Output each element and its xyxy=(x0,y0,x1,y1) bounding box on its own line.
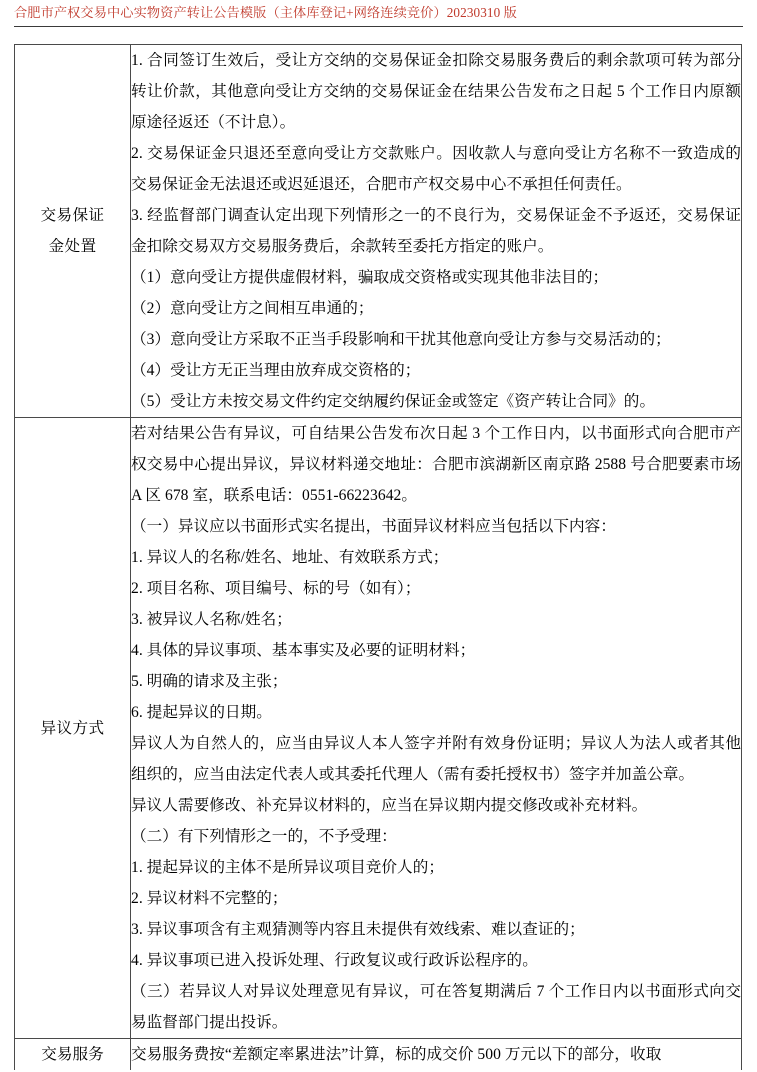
table-row-clipped xyxy=(15,1039,742,1071)
row-label-line: 异议方式 xyxy=(40,719,105,737)
paragraph-list-item: 4. 具体的异议事项、基本事实及必要的证明材料； xyxy=(131,642,476,659)
paragraph-list-item: 2. 异议材料不完整的； xyxy=(131,890,288,907)
row-body-deposit-handling xyxy=(131,45,742,418)
paragraph-list-item: 6. 提起异议的日期。 xyxy=(131,704,272,721)
paragraph-list-item: （3）意向受让方采取不正当手段影响和干扰其他意向受让方参与交易活动的； xyxy=(131,331,671,348)
row-label-transaction-service: 交易服务 xyxy=(15,1039,131,1071)
paragraph-list-item: 1. 异议人的名称/姓名、地址、有效联系方式； xyxy=(131,549,449,566)
paragraph: 异议人为自然人的，应当由异议人本人签字并附有效身份证明；异议人为法人或者其他组织的，应当由法定代表人或其委托代理人（需有委托授权书）签字并加盖公章。 xyxy=(131,735,741,783)
paragraph: 异议人需要修改、补充异议材料的，应当在异议期内提交修改或补充材料。 xyxy=(131,797,648,814)
paragraph-list-item: （4）受让方无正当理由放弃成交资格的； xyxy=(131,362,421,379)
row-body-objection-method xyxy=(131,418,742,1039)
paragraph-list-item: 4. 异议事项已进入投诉处理、行政复议或行政诉讼程序的。 xyxy=(131,952,538,969)
paragraph: 2. 交易保证金只退还至意向受让方交款账户。因收款人与意向受让方名称不一致造成的交易保证金无法退还或迟延退还，合肥市产权交易中心不承担任何责任。 xyxy=(131,145,741,193)
paragraph-list-item: 3. 被异议人名称/姓名； xyxy=(131,611,292,628)
paragraph-list-item: （2）意向受让方之间相互串通的； xyxy=(131,300,374,317)
paragraph-section: （一）异议应以书面形式实名提出，书面异议材料应当包括以下内容： xyxy=(131,518,616,535)
announcement-table xyxy=(14,44,742,1070)
row-label-deposit-handling xyxy=(15,45,131,418)
row-label-line: 交易保证 xyxy=(40,207,105,224)
paragraph-list-item: 3. 异议事项含有主观猜测等内容且未提供有效线索、难以查证的； xyxy=(131,921,585,938)
document-running-header xyxy=(14,4,743,27)
paragraph: 1. 合同签订生效后，受让方交纳的交易保证金扣除交易服务费后的剩余款项可转为部分转让价款，其他意向受让方交纳的交易保证金在结果公告发布之日起 5 个工作日内原额原途径返还（不计息）。 xyxy=(131,52,741,131)
paragraph: 3. 经监督部门调查认定出现下列情形之一的不良行为，交易保证金不予返还，交易保证金扣除交易双方交易服务费后，余款转至委托方指定的账户。 xyxy=(131,207,741,255)
paragraph-list-item: （5）受让方未按交易文件约定交纳履约保证金或签定《资产转让合同》的。 xyxy=(131,393,656,410)
paragraph-list-item: 5. 明确的请求及主张； xyxy=(131,673,288,690)
paragraph-list-item: 1. 提起异议的主体不是所异议项目竞价人的； xyxy=(131,859,444,876)
paragraph: 交易服务费按“差额定率累进法”计算，标的成交价 500 万元以下的部分，收取 xyxy=(131,1046,662,1063)
table-row xyxy=(15,418,742,1039)
table-row xyxy=(15,45,742,418)
document-title: 合肥市产权交易中心实物资产转让公告模版（主体库登记+网络连续竞价）20230310 版 xyxy=(14,5,517,20)
row-label-objection-method xyxy=(15,418,131,1039)
paragraph-section: （三）若异议人对异议处理意见有异议，可在答复期满后 7 个工作日内以书面形式向交易监督部门提出投诉。 xyxy=(131,983,741,1031)
paragraph: 若对结果公告有异议，可自结果公告发布次日起 3 个工作日内，以书面形式向合肥市产权交易中心提出异议，异议材料递交地址：合肥市滨湖新区南京路 2588 号合肥要素市场 A 区 678 室，联系电话：0551-66223642。 xyxy=(131,425,741,504)
paragraph-section: （二）有下列情形之一的，不予受理： xyxy=(131,828,397,845)
paragraph-list-item: （1）意向受让方提供虚假材料，骗取成交资格或实现其他非法目的； xyxy=(131,269,609,286)
paragraph-list-item: 2. 项目名称、项目编号、标的号（如有）； xyxy=(131,580,421,597)
row-body-transaction-service xyxy=(131,1039,742,1071)
row-label-line: 金处置 xyxy=(48,238,97,255)
